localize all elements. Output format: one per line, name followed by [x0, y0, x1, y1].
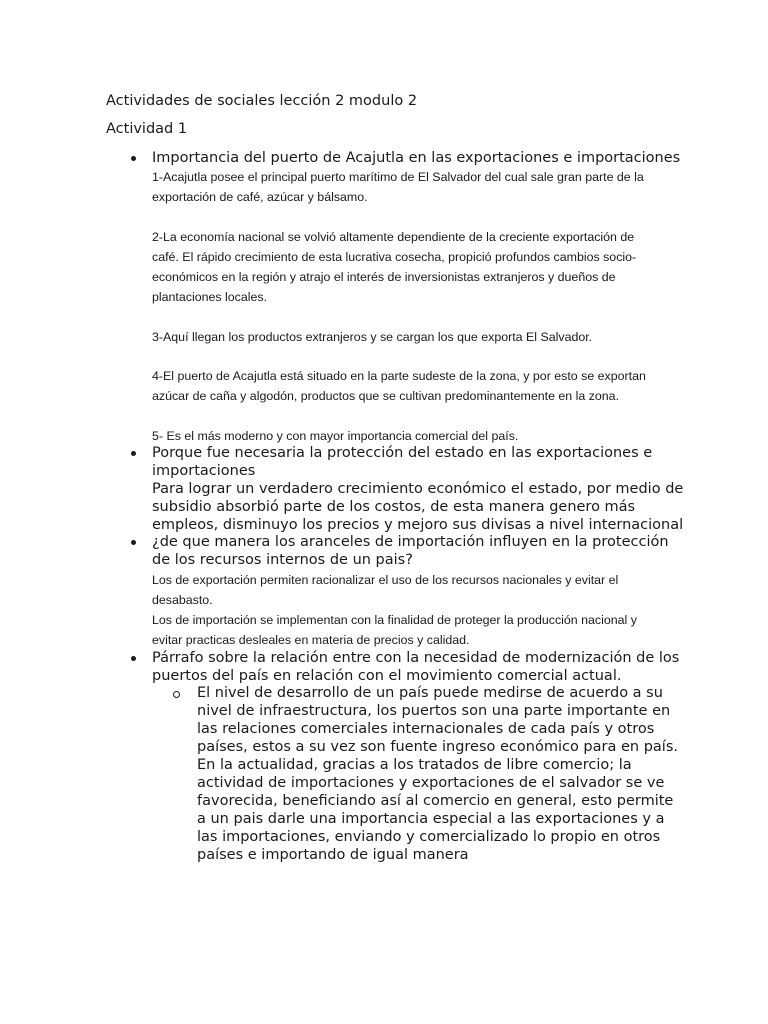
item-3-answer-line1: Los de exportación permiten racionalizar el uso de los recursos nacionales y evitar el — [152, 573, 619, 587]
item-3-heading-line1: ¿de que manera los aranceles de importación influyen en la protección — [152, 534, 669, 550]
item-4-heading-line2: puertos del país en relación con el movimiento comercial actual. — [152, 668, 622, 684]
item-1-p1-line1: 1-Acajutla posee el principal puerto marítimo de El Salvador del cual sale gran parte de la — [152, 170, 644, 184]
item-1-p5-line1: 5- Es el más moderno y con mayor importancia comercial del país. — [152, 429, 519, 443]
item-1-p4-line1: 4-El puerto de Acajutla está situado en la parte sudeste de la zona, y por esto se exportan — [152, 369, 646, 383]
item-4-sub-line3: las relaciones comerciales internacionales de cada país y otros — [197, 721, 655, 737]
activity-heading: Actividad 1 — [106, 121, 188, 137]
document-title: Actividades de sociales lección 2 modulo 2 — [106, 93, 418, 109]
item-2-heading-line2: importaciones — [152, 463, 256, 479]
bullet-1 — [131, 156, 136, 161]
item-4-sub-line4: países, estos a su vez son fuente ingreso económico para en país. — [197, 739, 678, 755]
item-1-p3-line1: 3-Aquí llegan los productos extranjeros y se cargan los que exporta El Salvador. — [152, 330, 593, 344]
bullet-4 — [131, 656, 136, 661]
item-1-p2-line3: económicos en la región y atrajo el interés de inversionistas extranjeros y dueños de — [152, 270, 616, 284]
item-2-answer-line1: Para lograr un verdadero crecimiento económico el estado, por medio de — [152, 481, 684, 497]
item-3-answer-line4: evitar practicas desleales en materia de precios y calidad. — [152, 633, 470, 647]
item-4-sub-line8: a un pais darle una importancia especial a las exportaciones y a — [197, 811, 665, 827]
item-1-heading: Importancia del puerto de Acajutla en las exportaciones e importaciones — [152, 150, 681, 166]
item-2-heading-line1: Porque fue necesaria la protección del estado en las exportaciones e — [152, 445, 653, 461]
item-4-sub-line5: En la actualidad, gracias a los tratados de libre comercio; la — [197, 757, 632, 773]
sub-bullet — [173, 691, 180, 698]
bullet-3 — [131, 540, 136, 545]
item-1-p4-line2: azúcar de caña y algodón, productos que se cultivan predominantemente en la zona. — [152, 389, 620, 403]
item-4-heading-line1: Párrafo sobre la relación entre con la necesidad de modernización de los — [152, 650, 680, 666]
item-4-sub-line2: nivel de infraestructura, los puertos son una parte importante en — [197, 703, 671, 719]
item-1-p2-line4: plantaciones locales. — [152, 290, 268, 304]
item-4-sub-line1: El nivel de desarrollo de un país puede medirse de acuerdo a su — [197, 685, 663, 701]
item-1-p1-line2: exportación de café, azúcar y bálsamo. — [152, 190, 368, 204]
item-4-sub-line9: las importaciones, enviando y comercializado lo propio en otros — [197, 829, 661, 845]
bullet-2 — [131, 451, 136, 456]
item-1-p2-line2: café. El rápido crecimiento de esta lucrativa cosecha, propició profundos cambios socio- — [152, 250, 637, 264]
item-1-p2-line1: 2-La economía nacional se volvió altamente dependiente de la creciente exportación de — [152, 230, 635, 244]
item-4-sub-line10: países e importando de igual manera — [197, 847, 469, 863]
item-3-answer-line2: desabasto. — [152, 593, 213, 607]
item-2-answer-line2: subsidio absorbió parte de los costos, de esta manera genero más — [152, 499, 636, 515]
item-3-heading-line2: de los recursos internos de un pais? — [152, 552, 413, 568]
item-3-answer-line3: Los de importación se implementan con la finalidad de proteger la producción nacional y — [152, 613, 637, 627]
item-2-answer-line3: empleos, disminuyo los precios y mejoro sus divisas a nivel internacional — [152, 517, 684, 533]
item-4-sub-line7: favorecida, beneficiando así al comercio en general, esto permite — [197, 793, 674, 809]
item-4-sub-line6: actividad de importaciones y exportaciones de el salvador se ve — [197, 775, 665, 791]
